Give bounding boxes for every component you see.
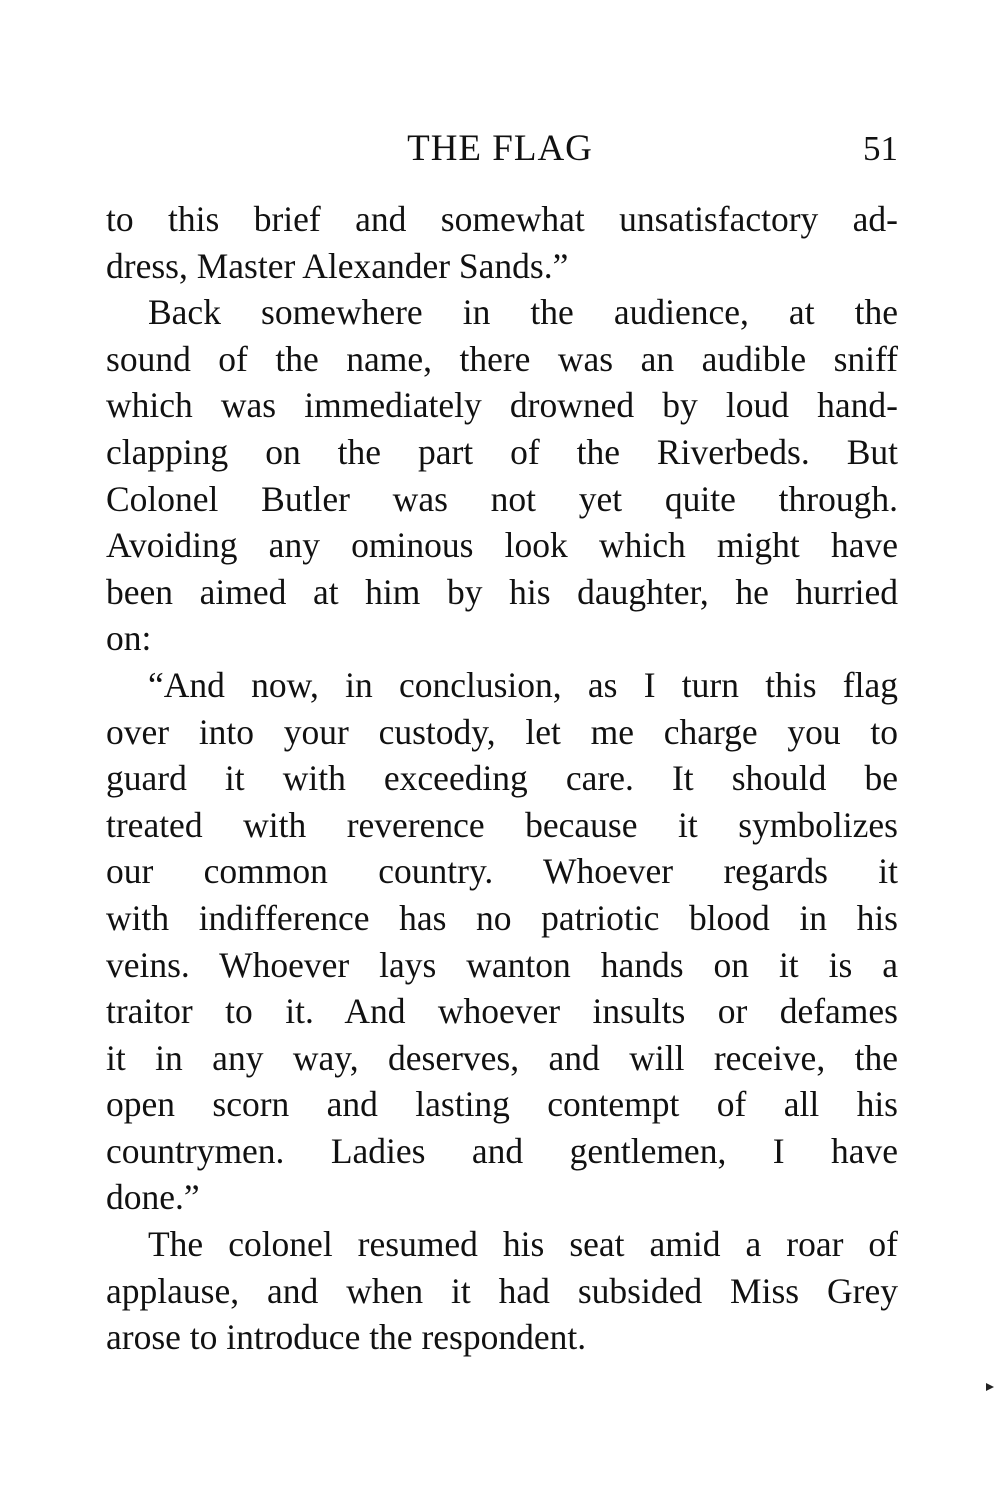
paragraph-4 <box>106 1221 898 1361</box>
text-line: to this brief and somewhat unsatisfactory ad- <box>106 199 898 239</box>
text-line: sound of the name, there was an audible sniff <box>106 338 898 379</box>
text-line: on: <box>106 618 152 659</box>
text-line: over into your custody, let me charge you to <box>106 711 898 752</box>
text-line: applause, and when it had subsided Miss Grey <box>106 1270 898 1311</box>
text-line: Avoiding any ominous look which might have <box>106 525 898 566</box>
text-line: Back somewhere in the audience, at the <box>148 292 898 333</box>
paragraph-1 <box>106 196 898 289</box>
text-line: “And now, in conclusion, as I turn this flag <box>148 664 898 705</box>
paragraph-2 <box>106 289 898 662</box>
paragraph-3 <box>106 662 898 1221</box>
text-line: which was immediately drowned by loud hand- <box>106 385 898 426</box>
print-mark <box>986 1383 994 1391</box>
chapter-title: THE FLAG <box>407 128 593 169</box>
text-line: it in any way, deserves, and will receive, the <box>106 1037 898 1078</box>
text-line: treated with reverence because it symbolizes <box>106 804 898 845</box>
text-line: countrymen. Ladies and gentlemen, I have <box>106 1130 898 1171</box>
running-head <box>0 124 1000 174</box>
text-line: our common country. Whoever regards it <box>106 851 898 892</box>
text-line: been aimed at him by his daughter, he hurried <box>106 571 898 612</box>
text-line: dress, Master Alexander Sands.” <box>106 245 569 286</box>
text-line: traitor to it. And whoever insults or defames <box>106 991 898 1032</box>
text-line: clapping on the part of the Riverbeds. But <box>106 431 898 472</box>
text-line: with indifference has no patriotic blood in his <box>106 897 898 938</box>
text-line: The colonel resumed his seat amid a roar of <box>148 1224 898 1265</box>
text-line: guard it with exceeding care. It should be <box>106 758 898 799</box>
text-line: arose to introduce the respondent. <box>106 1317 587 1358</box>
page-number: 51 <box>863 129 898 168</box>
text-line: done.” <box>106 1177 200 1218</box>
text-line: veins. Whoever lays wanton hands on it is a <box>106 944 898 985</box>
body-text <box>106 196 898 1361</box>
text-line: open scorn and lasting contempt of all his <box>106 1084 898 1125</box>
text-line: Colonel Butler was not yet quite through. <box>106 478 898 519</box>
